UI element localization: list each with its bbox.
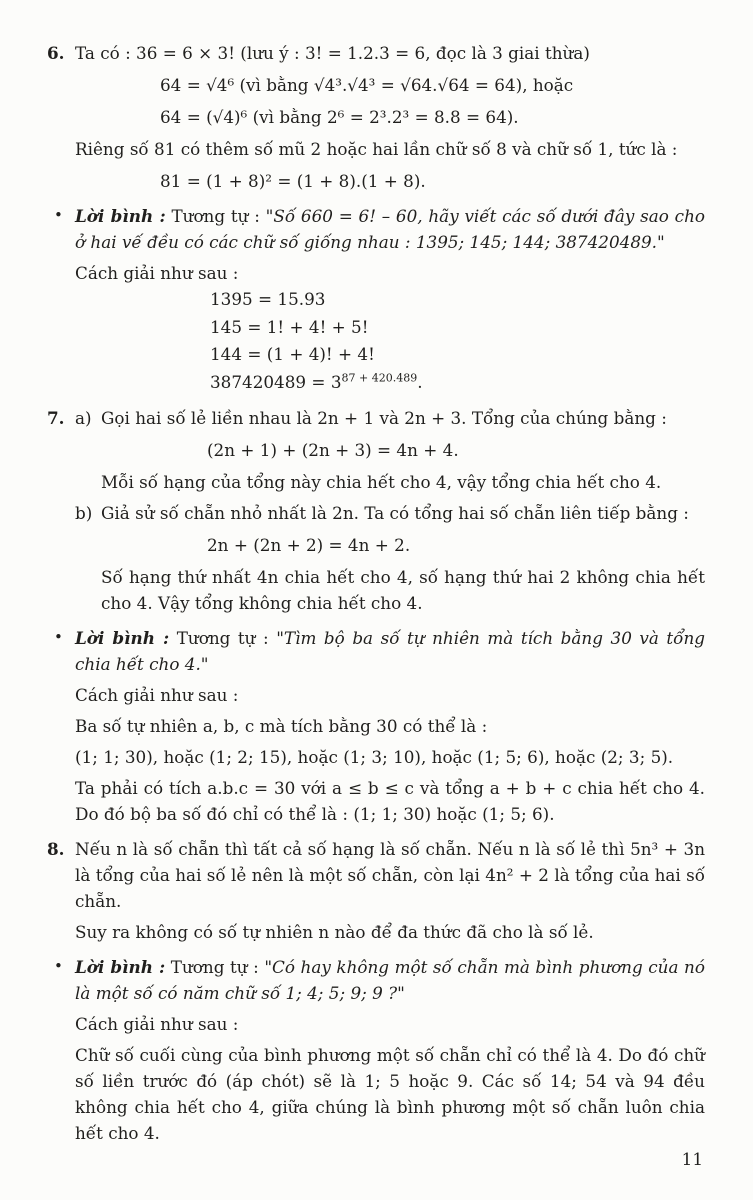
- part-b-note: Số hạng thứ nhất 4n chia hết cho 4, số hạng thứ hai 2 không chia hết cho 4. Vậy tổng không chia hết cho 4.: [101, 567, 705, 613]
- bullet-marker: •: [54, 628, 63, 646]
- part-b-equation: 2n + (2n + 2) = 4n + 2.: [207, 535, 411, 555]
- solution-item-8: [47, 836, 705, 945]
- equation-64-radical: 64 = √4⁶ (vì bằng √4³.√4³ = √64.√64 = 64), hoặc: [160, 75, 574, 95]
- loi-binh-1-intro: [75, 203, 705, 255]
- loi-binh-3-solution-heading: Cách giải như sau :: [75, 1014, 239, 1034]
- item-8-number: 8.: [47, 839, 65, 859]
- loi-binh-2-para-1: Ba số tự nhiên a, b, c mà tích bằng 30 có thể là :: [75, 716, 488, 736]
- loi-binh-2-solution-heading: Cách giải như sau :: [75, 685, 239, 705]
- equation-387420489-period: .: [417, 371, 423, 392]
- loi-binh-2: [47, 625, 705, 827]
- bullet-marker: •: [54, 206, 63, 224]
- page-number: 11: [681, 1149, 703, 1169]
- part-a-note: Mỗi số hạng của tổng này chia hết cho 4, vậy tổng chia hết cho 4.: [101, 472, 662, 492]
- equation-387420489-base: 387420489 = 3: [210, 371, 342, 392]
- loi-binh-2-intro: [75, 625, 705, 677]
- loi-binh-3-lead: Tương tự :: [170, 957, 259, 977]
- equation-1395: 1395 = 15.93: [210, 289, 326, 309]
- part-a-text: Gọi hai số lẻ liền nhau là 2n + 1 và 2n + 3. Tổng của chúng bằng :: [101, 408, 667, 428]
- item-8-para-2: Suy ra không có số tự nhiên n nào để đa thức đã cho là số lẻ.: [75, 922, 594, 942]
- equation-144: 144 = (1 + 4)! + 4!: [210, 344, 375, 364]
- loi-binh-1: [47, 203, 705, 396]
- loi-binh-3-quote: "Có hay không một số chẵn mà bình phương của nó là một số có năm chữ số 1; 4; 5; 9; 9 ?": [75, 957, 705, 1003]
- loi-binh-1-lead: Tương tự :: [171, 206, 260, 226]
- item-6-body: [75, 40, 705, 194]
- item-8-para-1: Nếu n là số chẵn thì tất cả số hạng là số chẵn. Nếu n là số lẻ thì 5n³ + 3n là tổng của hai số lẻ nên là một số chẵn, còn lại 4n² + 2 là tổng của hai số chẵn.: [75, 839, 705, 911]
- equation-81: 81 = (1 + 8)² = (1 + 8).(1 + 8).: [160, 171, 426, 191]
- loi-binh-3-label: Lời bình :: [75, 957, 166, 977]
- equation-64-power: 64 = (√4)⁶ (vì bằng 2⁶ = 2³.2³ = 8.8 = 64).: [160, 107, 519, 127]
- loi-binh-3-body: [75, 954, 705, 1146]
- item-7-part-a: [75, 405, 705, 495]
- loi-binh-2-para-3: Ta phải có tích a.b.c = 30 với a ≤ b ≤ c và tổng a + b + c chia hết cho 4. Do đó bộ ba số đó chỉ có thể là : (1; 1; 30) hoặc (1; 5; 6).: [75, 778, 705, 824]
- item-6-intro: Ta có : 36 = 6 × 3! (lưu ý : 3! = 1.2.3 = 6, đọc là 3 giai thừa): [75, 43, 590, 63]
- loi-binh-2-quote: "Tìm bộ ba số tự nhiên mà tích bằng 30 và tổng chia hết cho 4.": [75, 628, 705, 674]
- loi-binh-1-label: Lời bình :: [75, 206, 166, 226]
- loi-binh-1-equations: [75, 286, 705, 396]
- equation-145: 145 = 1! + 4! + 5!: [210, 316, 369, 337]
- loi-binh-2-label: Lời bình :: [75, 628, 170, 648]
- part-b-text: Giả sử số chẵn nhỏ nhất là 2n. Ta có tổng hai số chẵn liên tiếp bằng :: [101, 503, 689, 523]
- item-7-body: [75, 405, 705, 616]
- part-a-label: a): [75, 408, 92, 428]
- loi-binh-1-body: [75, 203, 705, 396]
- loi-binh-1-solution-heading: Cách giải như sau :: [75, 263, 239, 283]
- loi-binh-2-para-2: (1; 1; 30), hoặc (1; 2; 15), hoặc (1; 3; 10), hoặc (1; 5; 6), hoặc (2; 3; 5).: [75, 747, 674, 767]
- item-6-note: Riêng số 81 có thêm số mũ 2 hoặc hai lần chữ số 8 và chữ số 1, tức là :: [75, 139, 678, 159]
- loi-binh-3: [47, 954, 705, 1146]
- loi-binh-3-intro: [75, 954, 705, 1006]
- item-6-number: 6.: [47, 43, 65, 63]
- equation-387420489-exponent: 87 + 420.489: [341, 370, 418, 384]
- item-8-body: [75, 836, 705, 945]
- part-a-equation: (2n + 1) + (2n + 3) = 4n + 4.: [207, 440, 459, 460]
- loi-binh-2-lead: Tương tự :: [176, 628, 269, 648]
- solution-item-6: [47, 40, 705, 194]
- part-b-label: b): [75, 503, 93, 523]
- solution-item-7: [47, 405, 705, 616]
- loi-binh-2-body: [75, 625, 705, 827]
- loi-binh-1-quote: "Số 660 = 6! – 60, hãy viết các số dưới đây sao cho ở hai vế đều có các chữ số giống nhau : 1395; 145; 144; 387420489.": [75, 206, 705, 252]
- item-7-part-b: [75, 500, 705, 616]
- loi-binh-3-para: Chữ số cuối cùng của bình phương một số chẵn chỉ có thể là 4. Do đó chữ số liền trước đó (áp chót) sẽ là 1; 5 hoặc 9. Các số 14; 54 và 94 đều không chia hết cho 4, giữa chúng là bình phương một số chẵn luôn chia hết cho 4.: [75, 1045, 705, 1143]
- equation-387420489: [210, 369, 705, 397]
- bullet-marker: •: [54, 957, 63, 975]
- item-7-number: 7.: [47, 408, 65, 428]
